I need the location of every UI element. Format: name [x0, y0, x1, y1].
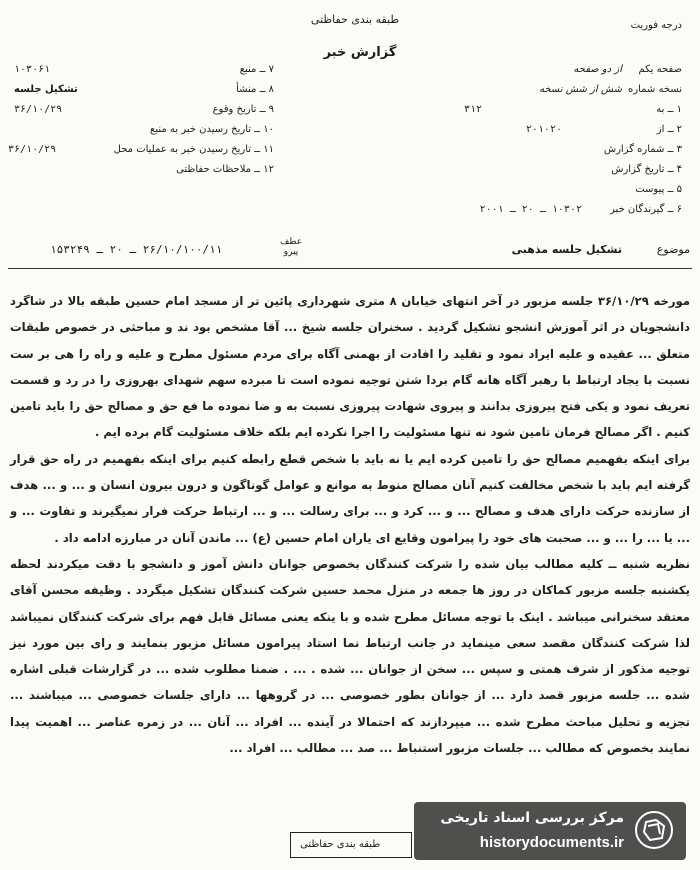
- field-value: تشکیل جلسه: [14, 84, 78, 95]
- classification-top: طبقه بندی حفاظتی: [310, 13, 400, 26]
- field-value: از دو صفحه: [573, 64, 622, 75]
- field-value: ۲۰۱۰۲۰: [525, 124, 562, 135]
- field-label: ۶ ــ گیرندگان خبر: [610, 204, 682, 215]
- field-label: ۷ ــ منبع: [239, 64, 274, 75]
- field-value: شش از شش نسخه: [539, 84, 622, 95]
- field-event-date: [14, 100, 274, 120]
- field-label: ۱۲ ــ ملاحظات حفاظتی: [176, 164, 274, 175]
- field-value: ۱۰۳۰۶۱: [14, 64, 51, 75]
- left-field-column: [8, 60, 274, 180]
- subject-label: موضوع: [656, 243, 690, 256]
- field-source: [14, 60, 274, 80]
- body-paragraph-3: نظریه شنبه ــ کلیه مطالب بیان شده را شرکت کنندگان بخصوص جوانان دانش آموز و دانشجو با دقت میکردند لحظه یکشنبه جلسه مزبور کماکان در روز ها جمعه در منزل محمد حسین شرکت کنندگان تشکیل میگردد . وظیفه محسن آقای معتقد سخنرانی میباشد . اینک با توجه مسائل مطرح شده و با ینکه یعنی مسائل قابل فهم برای شرکت کنندگان نمیباشد لذا شرکت کنندگان مقصد سعی مینماید در جانب ارتباط نما استاد پیرامون مسائل مزبور بنمایند و رای بین مورد نیز توجیه مذکور از شرف همتی و سپس ... سخن از جوانان ... شده . ... . ضمنا مطلوب شده ... در گزارشات قبلی اشاره شده ... جلسه مزبور قصد دارد ... از جوانان بطور خصوصی ... در گروهها ... دارای جلسات خصوصی ... میباشند ... تجزیه و تحلیل مباحث مطرح شده ... میپردازند که احتمالا در آینده ... افراد ... آنان ... در زمره عناصر ... اهمیت پیدا نمایند بخصوص که مطالب ... جلسات مزبور استنباط ... صد ... مطالب ... افراد ...: [10, 556, 690, 756]
- body-paragraph-2: برای اینکه بفهمیم مصالح حق را تامین کرده ایم یا نه باید با شخص قطع رابطه کنیم برای اینکه بفهمیم در راه حق قرار گرفته ایم باید با شخص مخالفت کنیم آنان مصالح منوط به موانع و عوامل گوناگون و درون بیرون انسان و ... و ... هدف از سازنده حرکت دارای هدف و مصالح ... و ... کرد و ... برای رسالت ... و ... ارتباط حرکت فرار نمیگیرند و تفاوت ... و ... یا ... را ... و ... صحبت های خود را پیرامون وقایع ای یاران امام حسین (ع) ... ماندن آنان در مبارزه ادامه داد .: [10, 451, 690, 545]
- field-label: ۱۱ ــ تاریخ رسیدن خبر به عملیات محل: [113, 144, 274, 155]
- margin-note-peyro: پیرو: [283, 247, 299, 257]
- classification-bottom: طبقه بندی حفاظتی: [300, 839, 381, 850]
- field-attachment: [412, 180, 682, 200]
- field-value: ۱۰۳۰۲ ـ ۲۰ ـ ۲۰۰۱: [479, 204, 582, 215]
- subject-value: تشکیل جلسه مذهبی: [511, 243, 622, 256]
- watermark-url: historydocuments.ir: [479, 834, 624, 851]
- page-title: گزارش خبر: [323, 45, 397, 60]
- field-ops-received-date: [8, 140, 274, 160]
- urgency-label: درجه فوریت: [630, 20, 682, 31]
- subject-margin-note: [280, 237, 302, 257]
- field-label: ۹ ــ تاریخ وقوع: [212, 104, 274, 115]
- field-report-number: [412, 140, 682, 160]
- field-label: ۳ ــ شماره گزارش: [603, 144, 682, 155]
- subject-divider: [8, 268, 692, 269]
- field-report-date: [412, 160, 682, 180]
- field-value: ۳۶/۱۰/۲۹: [8, 144, 57, 155]
- margin-note-atf: عطف: [280, 237, 303, 247]
- field-label: ۴ ــ تاریخ گزارش: [611, 164, 682, 175]
- field-label: نسخه شماره: [628, 84, 682, 95]
- field-value: ۳۱۲: [463, 104, 482, 115]
- report-body: [10, 288, 690, 761]
- field-from: [412, 120, 682, 140]
- field-label: ۱ ــ به: [656, 104, 682, 115]
- field-label: ۵ ــ پیوست: [635, 184, 682, 195]
- watermark-title: مرکز بررسی اسناد تاریخی: [440, 810, 624, 826]
- field-origin: [14, 80, 274, 100]
- subject-reference: ۲۶/۱۰/۱۰۰/۱۱ ـ ۲۰ ـ ۱۵۳۲۴۹: [50, 243, 223, 256]
- archive-logo-icon: [634, 810, 674, 850]
- field-label: صفحه یکم: [638, 64, 682, 75]
- field-source-received-date: [14, 120, 274, 140]
- field-copy-number: [412, 80, 682, 100]
- subject-line: [10, 237, 690, 265]
- field-label: ۲ ــ از: [656, 124, 682, 135]
- field-page: [412, 60, 682, 80]
- field-label: ۸ ــ منشأ: [236, 84, 274, 95]
- right-field-column: [412, 60, 682, 220]
- field-value: ۳۶/۱۰/۲۹: [14, 104, 63, 115]
- field-to: [412, 100, 682, 120]
- watermark-banner: [414, 802, 686, 860]
- field-recipients: [412, 200, 682, 220]
- field-security-notes: [14, 160, 274, 180]
- body-paragraph-1: مورخه ۳۶/۱۰/۲۹ جلسه مزبور در آخر انتهای خیابان ۸ متری شهرداری پائین تر از مسجد امام حسین طبقه بالا در شاگرد دانشجویان در اثر آموزش انشجو تشکیل گردید . سخنران جلسه شیخ ... آقا مشخص بود ند و مباحثی در خصوص طبقات متعلق ... عقیده و علیه ایراد نمود و تقلید را افادت از بهمنی آگاه برای مردم مسئول مطرح و علیه و راه را هی بر ست نسبت با یجاد ارتباط با رهبر آگاه هانه گام بردا شتن توجیه نموده است تا مبرده سهم شهدای بهروزی را در رد و قسمت تعریف نمود و یکی فتح پیروزی بدانند و پیروی شهادت پیروزی نسبت به و ضا نموده ما فع حق و مصالح حق را باید تامین کنیم . اگر مصالح فرمان تامین شود نه تنها مسئولیت را اجرا نکرده ایم بلکه خلاف مسئولیت گام برده ایم .: [10, 294, 690, 440]
- field-label: ۱۰ ــ تاریخ رسیدن خبر به منبع: [150, 124, 274, 135]
